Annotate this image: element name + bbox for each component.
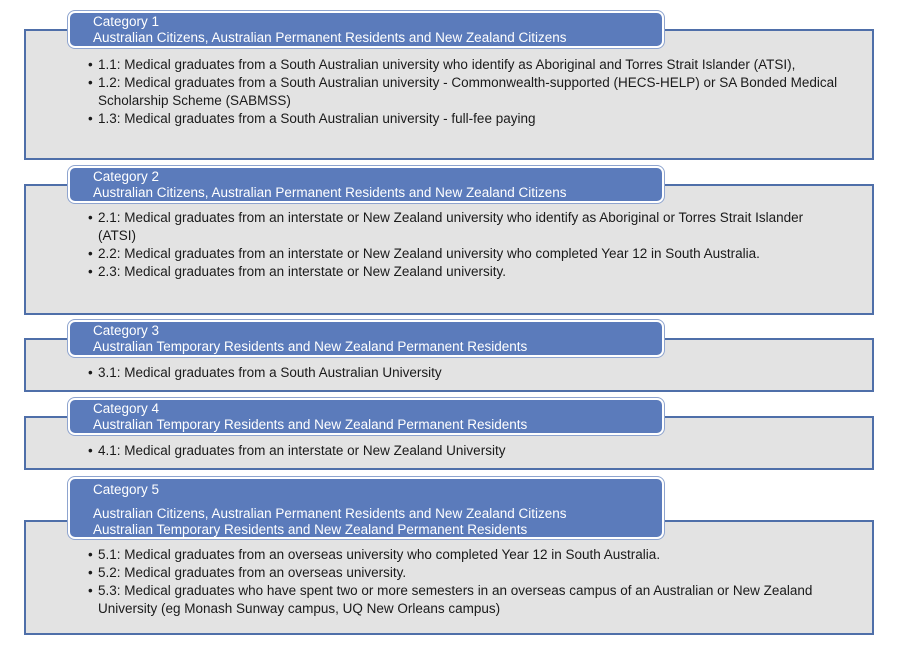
category-2-header xyxy=(68,166,664,203)
bullet: • xyxy=(88,547,93,562)
bullet: • xyxy=(88,245,93,261)
list-item: • 2.2: Medical graduates from an interstate or New Zealand university who completed Year 12 in South Australia. xyxy=(88,245,760,261)
category-1-items xyxy=(88,56,843,128)
category-1-title: Category 1 xyxy=(93,14,160,29)
list-item: • 1.2: Medical graduates from a South Australian university - Commonwealth-supported (HECS-HELP) or SA Bonded Medical Scholarship Scheme (SABMSS) xyxy=(88,75,838,108)
category-4-items xyxy=(88,442,843,460)
list-item: • 2.3: Medical graduates from an interstate or New Zealand university. xyxy=(88,263,506,279)
category-1-eligibility: Australian Citizens, Australian Permanent Residents and New Zealand Citizens xyxy=(93,30,567,45)
category-5-eligibility-2: Australian Temporary Residents and New Zealand Permanent Residents xyxy=(93,522,528,537)
list-item: • 5.2: Medical graduates from an overseas university. xyxy=(88,565,407,580)
list-item: • 5.1: Medical graduates from an overseas university who completed Year 12 in South Australia. xyxy=(88,547,661,562)
bullet: • xyxy=(88,75,93,90)
category-3-items xyxy=(88,364,843,382)
list-item: • 1.3: Medical graduates from a South Australian university - full-fee paying xyxy=(88,110,536,126)
category-4-eligibility: Australian Temporary Residents and New Zealand Permanent Residents xyxy=(93,417,528,432)
category-5-items xyxy=(88,546,843,618)
category-4-title: Category 4 xyxy=(93,401,160,416)
list-item: • 2.1: Medical graduates from an interstate or New Zealand university who identify as Aboriginal or Torres Strait Islander (ATSI) xyxy=(88,210,804,243)
category-3-eligibility: Australian Temporary Residents and New Zealand Permanent Residents xyxy=(93,339,528,354)
category-3-title: Category 3 xyxy=(93,323,160,338)
bullet: • xyxy=(88,210,93,225)
category-2-eligibility: Australian Citizens, Australian Permanent Residents and New Zealand Citizens xyxy=(93,185,567,200)
list-item: • 4.1: Medical graduates from an interstate or New Zealand University xyxy=(88,443,506,458)
category-5-eligibility-1: Australian Citizens, Australian Permanent Residents and New Zealand Citizens xyxy=(93,506,567,521)
bullet: • xyxy=(88,365,93,380)
category-2-title: Category 2 xyxy=(93,169,160,184)
bullet: • xyxy=(88,57,93,72)
category-5-header xyxy=(68,477,664,539)
list-item: • 1.1: Medical graduates from a South Australian university who identify as Aboriginal and Torres Strait Islander (ATSI), xyxy=(88,57,796,72)
list-item: • 3.1: Medical graduates from a South Australian University xyxy=(88,365,442,380)
list-item: • 5.3: Medical graduates who have spent two or more semesters in an overseas campus of an Australian or New Zealand University (eg Monash Sunway campus, UQ New Orleans campus) xyxy=(88,583,813,616)
bullet: • xyxy=(88,565,93,580)
bullet: • xyxy=(88,110,93,126)
category-4-header xyxy=(68,398,664,435)
bullet: • xyxy=(88,443,93,458)
category-2-items xyxy=(88,209,843,281)
category-3-header xyxy=(68,320,664,357)
bullet: • xyxy=(88,583,93,598)
bullet: • xyxy=(88,263,93,279)
category-1-header xyxy=(68,11,664,48)
category-5-title: Category 5 xyxy=(93,482,160,497)
